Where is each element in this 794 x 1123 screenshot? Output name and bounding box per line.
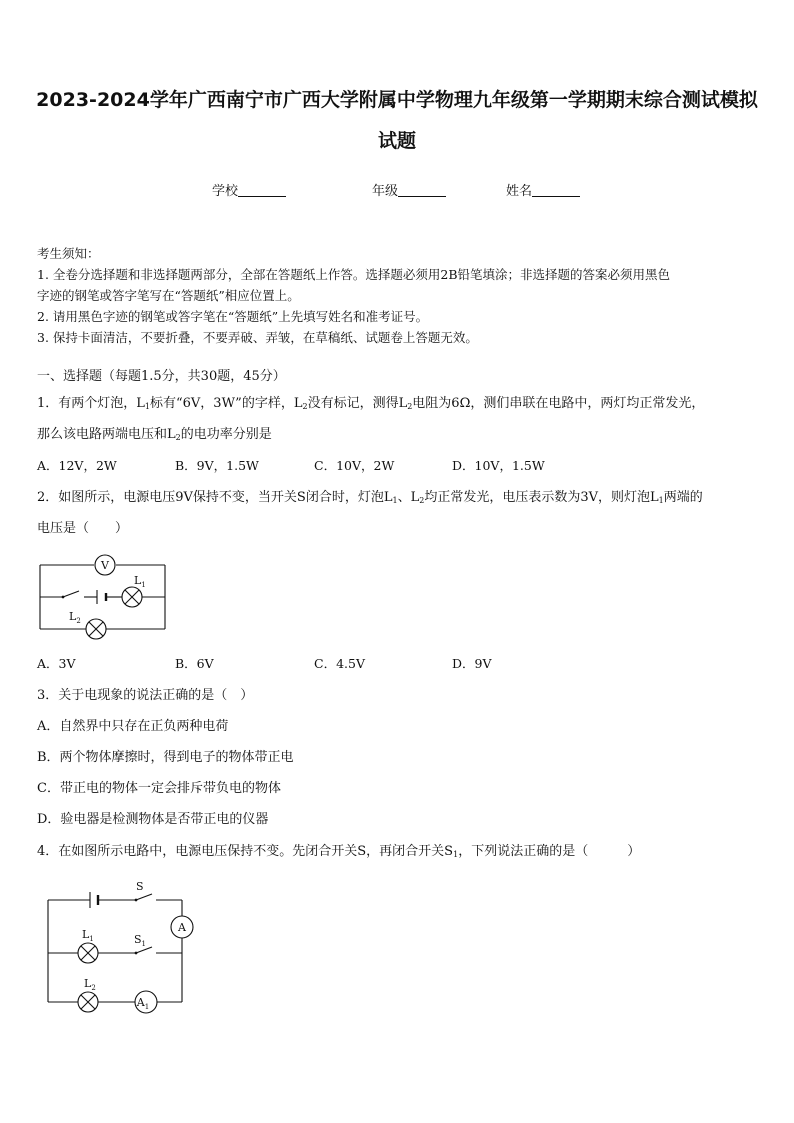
svg-text:L2: $L_2$ <box>69 610 81 625</box>
question-2-stem-cont: 电压是（ ） <box>37 521 129 536</box>
svg-text:L2: $L_2$ <box>84 977 96 992</box>
option-d: D．9V <box>452 656 492 671</box>
grade-field <box>372 180 446 199</box>
school-label: 学校 <box>212 184 239 199</box>
switch-s1-contact <box>135 952 138 955</box>
option-a: A．自然界中只存在正负两种电荷 <box>37 719 229 734</box>
exam-title: 2023-2024学年广西南宁市广西大学附属中学物理九年级第一学期期末综合测试模拟 <box>36 89 758 111</box>
option-d: D．验电器是检测物体是否带正电的仪器 <box>37 812 269 827</box>
name-label: 姓名 <box>506 184 533 199</box>
option-c: C．带正电的物体一定会排斥带负电的物体 <box>37 781 281 796</box>
lamp-l2-symbol <box>69 610 106 639</box>
grade-label: 年级 <box>372 184 399 199</box>
option-a: A．12V，2W <box>37 458 117 473</box>
question-1-stem: 1．有两个灯泡，$L_1$标有“6V，3W”的字样，$L_2$没有标记，测得$L_2$电阻为6Ω，测们串联在电路中，两灯均正常发光， <box>37 396 705 411</box>
notice-item: 字迹的钢笔或答字笔写在“答题纸”相应位置上。 <box>37 288 300 303</box>
battery-symbol <box>97 590 106 604</box>
svg-text:V: V <box>101 559 109 572</box>
circuit-diagram-q4 <box>42 878 202 1022</box>
ammeter-a-symbol <box>171 916 193 938</box>
option-d: D．10V，1.5W <box>452 458 545 473</box>
battery-symbol <box>90 892 98 908</box>
question-4-stem: 4．在如图所示电路中，电源电压保持不变。先闭合开关S，再闭合开关$S_1$，下列说法正确的是（ ） <box>37 844 641 859</box>
name-blank <box>532 183 580 197</box>
notice-item: 2. 请用黑色字迹的钢笔或答字笔在“答题纸”上先填写姓名和准考证号。 <box>37 309 429 324</box>
circuit-diagram-q2 <box>36 552 170 642</box>
option-c: C．4.5V <box>314 656 365 671</box>
lamp-l1-symbol <box>78 928 98 963</box>
svg-text:A: A <box>178 921 186 934</box>
svg-text:A1: $A_1$ <box>136 996 150 1011</box>
question-3-stem: 3．关于电现象的说法正确的是（ ） <box>37 688 254 703</box>
ammeter-a1-symbol <box>135 991 157 1013</box>
voltmeter-symbol <box>95 555 115 575</box>
switch-s1-label: $S_1$ <box>134 933 147 948</box>
switch-s-contact <box>135 899 138 902</box>
grade-blank <box>398 183 446 197</box>
option-b: B．9V，1.5W <box>175 458 259 473</box>
option-b: B．6V <box>175 656 214 671</box>
question-2-stem: 2．如图所示，电源电压9V保持不变，当开关S闭合时，灯泡$L_1$、$L_2$均正常发光，电压表示数为3V，则灯泡$L_1$两端的 <box>37 490 703 505</box>
svg-text:L1: $L_1$ <box>134 574 146 589</box>
question-1-stem-cont: 那么该电路两端电压和$L_2$的电功率分别是 <box>37 427 272 442</box>
notice-item: 3. 保持卡面清洁，不要折叠，不要弄破、弄皱，在草稿纸、试题卷上答题无效。 <box>37 330 478 345</box>
option-c: C．10V，2W <box>314 458 395 473</box>
school-blank <box>238 183 286 197</box>
name-field <box>506 180 580 199</box>
school-field <box>212 180 286 199</box>
notice-item: 1. 全卷分选择题和非选择题两部分，全部在答题纸上作答。选择题必须用2B铅笔填涂；非选择题的答案必须用黑色 <box>37 267 671 282</box>
lamp-l2-symbol <box>78 977 98 1012</box>
lamp-l1-symbol <box>122 574 146 607</box>
option-a: A．3V <box>37 656 76 671</box>
svg-text:L1: $L_1$ <box>82 928 94 943</box>
notice-heading: 考生须知： <box>37 246 100 261</box>
exam-title-line2: 试题 <box>377 130 416 152</box>
switch-contact <box>62 596 65 599</box>
section-heading: 一、选择题（每题1.5分，共30题，45分） <box>37 369 286 384</box>
option-b: B．两个物体摩擦时，得到电子的物体带正电 <box>37 750 294 765</box>
switch-s-label: S <box>136 880 144 893</box>
